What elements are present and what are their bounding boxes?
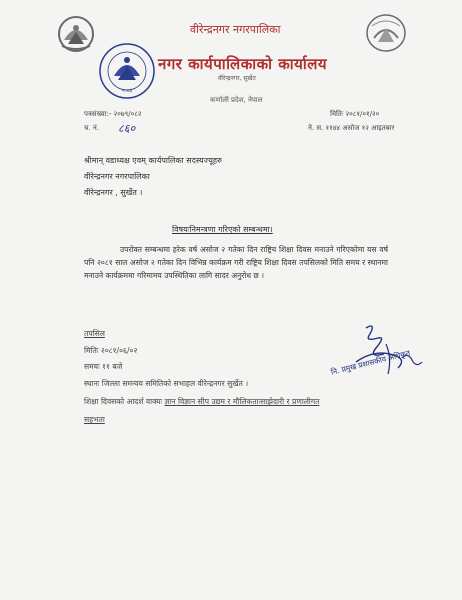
motto-row: [84, 397, 320, 407]
motto-label: शिक्षा दिवसको आदर्श वाक्यः: [84, 397, 163, 406]
nepal-emblem-icon: [56, 14, 96, 54]
letter-date: मितिः २०८१/०१/२०: [330, 110, 380, 118]
addressee-line-3: वीरेन्द्रनगर , सुर्खेत ।: [84, 188, 143, 197]
subject-line: विषयःनिमन्त्रणा गरिएको सम्बन्धमा।: [172, 225, 273, 234]
letter-number: पत्रसंख्या:- २०७९/०८२: [84, 110, 142, 118]
seal-year: २०७३: [121, 88, 133, 94]
event-time: समयः ११ बजे: [84, 362, 123, 371]
motto-continued: सहभता: [84, 415, 105, 424]
municipality-name: वीरेन्द्रनगर नगरपालिका: [190, 23, 281, 36]
event-venue: स्थानः जिल्ला समन्वय समितिको सभाहल वीरेन्द्रनगर सुर्खेत ।: [84, 379, 249, 388]
municipality-logo-icon: [364, 12, 408, 54]
addressee-line-1: श्रीमान् वडाध्यक्ष एवम् कार्यपालिका सदस्यज्यूहरु: [84, 156, 222, 165]
event-date: मितिः २०८१/०६/०२: [84, 346, 138, 355]
municipal-seal-icon: [96, 40, 158, 102]
addressee-line-2: वीरेन्द्रनगर नगरपालिका: [84, 172, 150, 181]
motto-text-part: ज्ञान विज्ञान सीप उद्यम र मौलिकताःसाझेदारी र प्रणालीगत: [164, 397, 320, 406]
letter-body: उपरोक्त सम्बन्धमा हरेक वर्ष असोज २ गतेका दिन राष्ट्रिय शिक्षा दिवस मनाउने गरिएकोमा यस वर्ष पनि २०८१ साल असोज २ गतेका दिन विभिन्न कार्यक्रम गरी राष्ट्रिय शिक्षा दिवस तपसिलको मिति समय र स्थानमा मनाउने कार्यक्रममा गरिमामय उपस्थितिका लागि सादर अनुरोध छ ।: [84, 245, 388, 280]
office-location: वीरेन्द्रनगर, सुर्खेत: [218, 75, 256, 82]
office-province: कर्णाली प्रदेश, नेपाल: [210, 96, 263, 104]
office-name: नगर कार्यपालिकाको कार्यालय: [158, 55, 328, 73]
details-heading: तपसिल: [84, 329, 105, 338]
dispatch-number: ८६०: [118, 122, 136, 135]
dispatch-number-label: च. नं.: [84, 124, 100, 132]
signatory-title: नि. प्रमुख प्रशासकीय अधिकृत: [330, 348, 412, 377]
letter-date-nepal-sambat: ने. स. ११४४ असोज १२ आइतबार: [308, 124, 395, 132]
